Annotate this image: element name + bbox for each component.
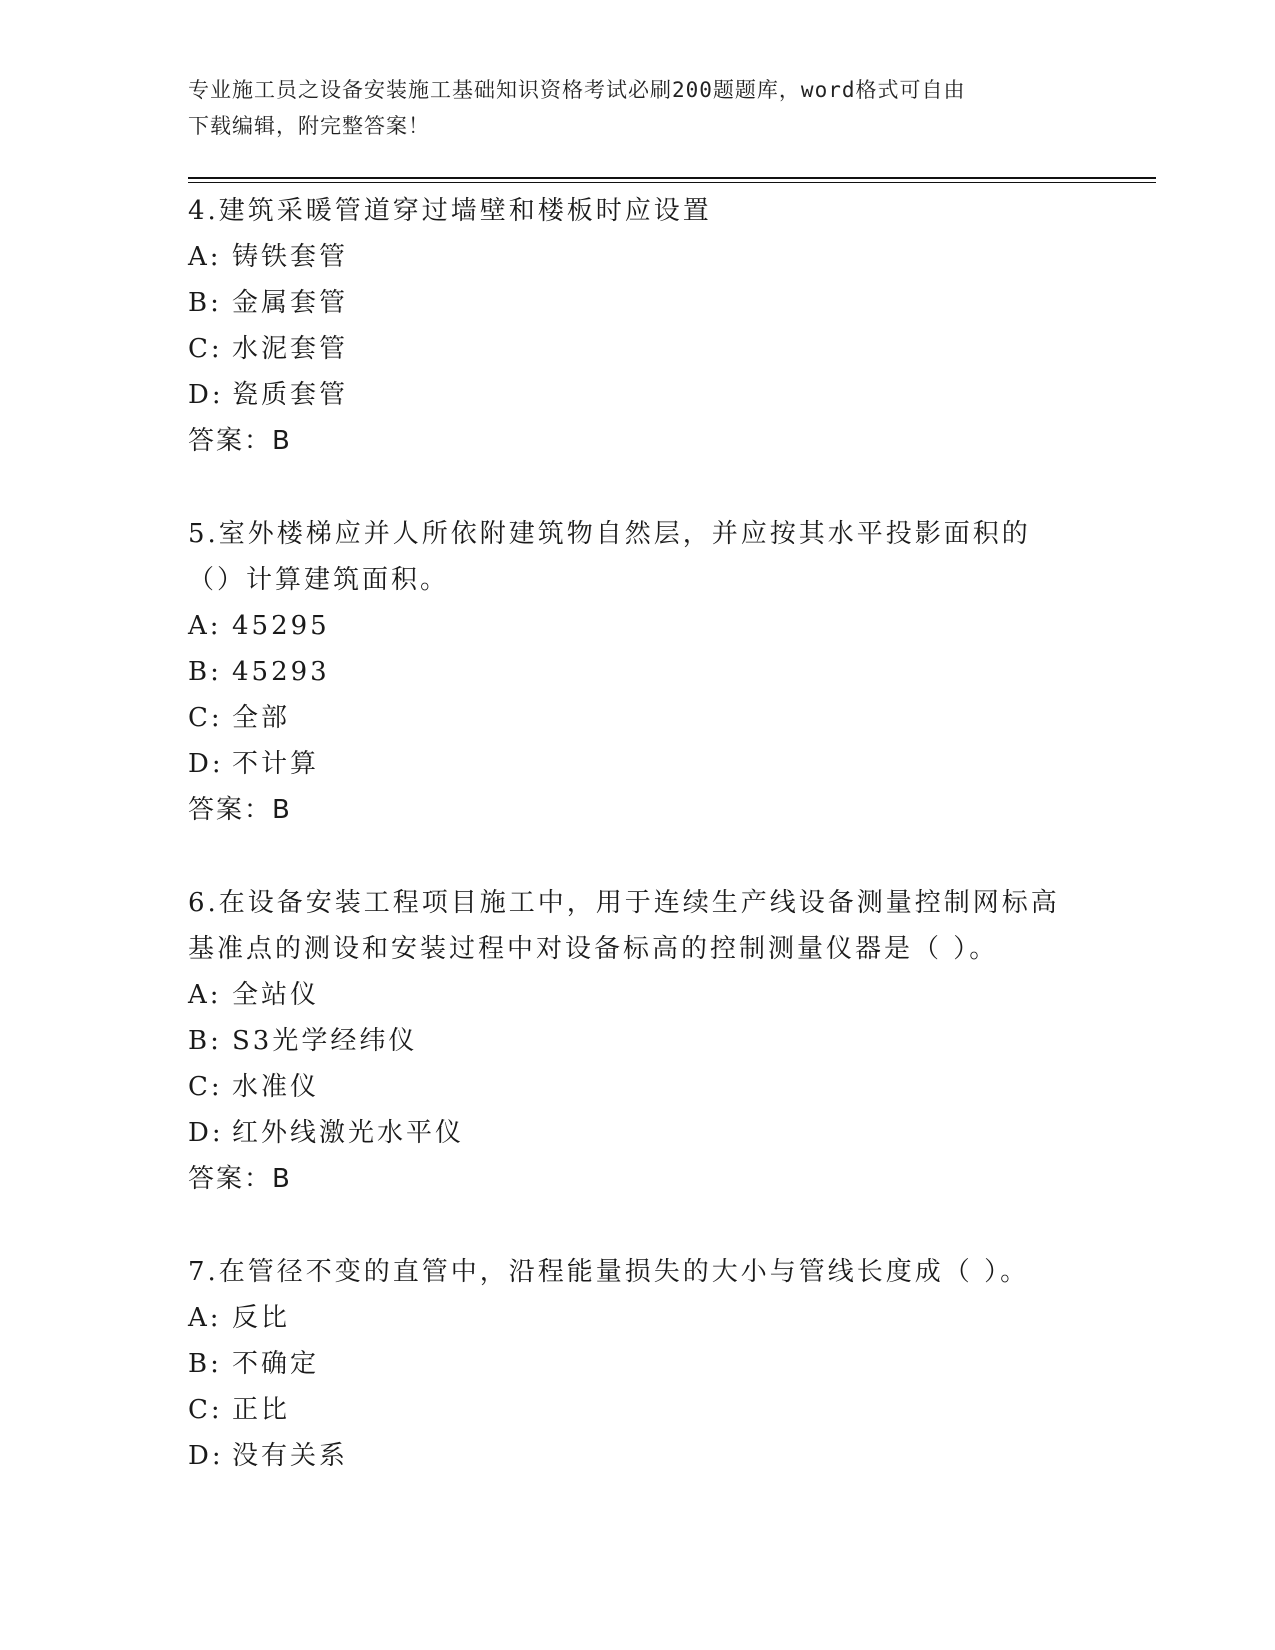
header-line-1: 专业施工员之设备安装施工基础知识资格考试必刷200题题库，word格式可自由 <box>188 78 966 102</box>
option-b <box>188 1341 1068 1387</box>
option-letter: B: <box>188 1026 222 1056</box>
option-text: 金属套管 <box>232 288 349 318</box>
option-letter: A: <box>188 980 222 1010</box>
question-stem: 4.建筑采暖管道穿过墙壁和楼板时应设置 <box>188 196 712 226</box>
option-c <box>188 326 1068 372</box>
question-4 <box>188 188 1068 464</box>
option-text: 正比 <box>232 1395 291 1425</box>
option-letter: C: <box>188 1395 223 1425</box>
question-stem: 7.在管径不变的直管中，沿程能量损失的大小与管线长度成（ ）。 <box>188 1257 1030 1287</box>
option-letter: B: <box>188 288 222 318</box>
option-text: 瓷质套管 <box>232 380 349 410</box>
option-a <box>188 603 1068 649</box>
option-letter: D: <box>188 380 224 410</box>
option-a <box>188 972 1068 1018</box>
option-letter: A: <box>188 1303 222 1333</box>
option-text: 水准仪 <box>232 1072 320 1102</box>
option-letter: A: <box>188 242 222 272</box>
option-text: 45293 <box>232 657 330 687</box>
option-b <box>188 649 1068 695</box>
option-text: 铸铁套管 <box>232 242 349 272</box>
option-b <box>188 280 1068 326</box>
option-letter: C: <box>188 334 223 364</box>
header-divider-thick <box>188 177 1156 179</box>
option-letter: B: <box>188 657 222 687</box>
answer-line: 答案：B <box>188 426 292 456</box>
header-divider-thin <box>188 182 1156 183</box>
question-list <box>188 188 1068 1526</box>
option-d <box>188 1433 1068 1479</box>
question-stem: 5.室外楼梯应并人所依附建筑物自然层，并应按其水平投影面积的（）计算建筑面积。 <box>188 519 1031 595</box>
option-letter: C: <box>188 1072 223 1102</box>
option-text: 水泥套管 <box>232 334 349 364</box>
document-header <box>188 72 1068 144</box>
option-c <box>188 695 1068 741</box>
option-text: 不计算 <box>232 749 320 779</box>
option-d <box>188 741 1068 787</box>
question-5 <box>188 511 1068 833</box>
option-text: 全部 <box>232 703 291 733</box>
option-text: S3光学经纬仪 <box>232 1026 418 1056</box>
option-a <box>188 1295 1068 1341</box>
option-text: 反比 <box>232 1303 291 1333</box>
header-line-2: 下载编辑，附完整答案！ <box>188 114 430 138</box>
question-stem: 6.在设备安装工程项目施工中，用于连续生产线设备测量控制网标高基准点的测设和安装过程中对设备标高的控制测量仪器是（ ）。 <box>188 888 1060 964</box>
question-7 <box>188 1249 1068 1479</box>
option-text: 红外线激光水平仪 <box>232 1118 465 1148</box>
option-c <box>188 1387 1068 1433</box>
option-d <box>188 372 1068 418</box>
option-letter: B: <box>188 1349 222 1379</box>
option-letter: C: <box>188 703 223 733</box>
option-letter: D: <box>188 1441 224 1471</box>
option-letter: A: <box>188 611 222 641</box>
option-b <box>188 1018 1068 1064</box>
answer-line: 答案：B <box>188 1164 292 1194</box>
option-d <box>188 1110 1068 1156</box>
option-letter: D: <box>188 749 224 779</box>
answer-line: 答案：B <box>188 795 292 825</box>
option-text: 不确定 <box>232 1349 320 1379</box>
option-text: 没有关系 <box>232 1441 349 1471</box>
option-a <box>188 234 1068 280</box>
option-letter: D: <box>188 1118 224 1148</box>
option-c <box>188 1064 1068 1110</box>
option-text: 45295 <box>232 611 330 641</box>
question-6 <box>188 880 1068 1202</box>
option-text: 全站仪 <box>232 980 320 1010</box>
